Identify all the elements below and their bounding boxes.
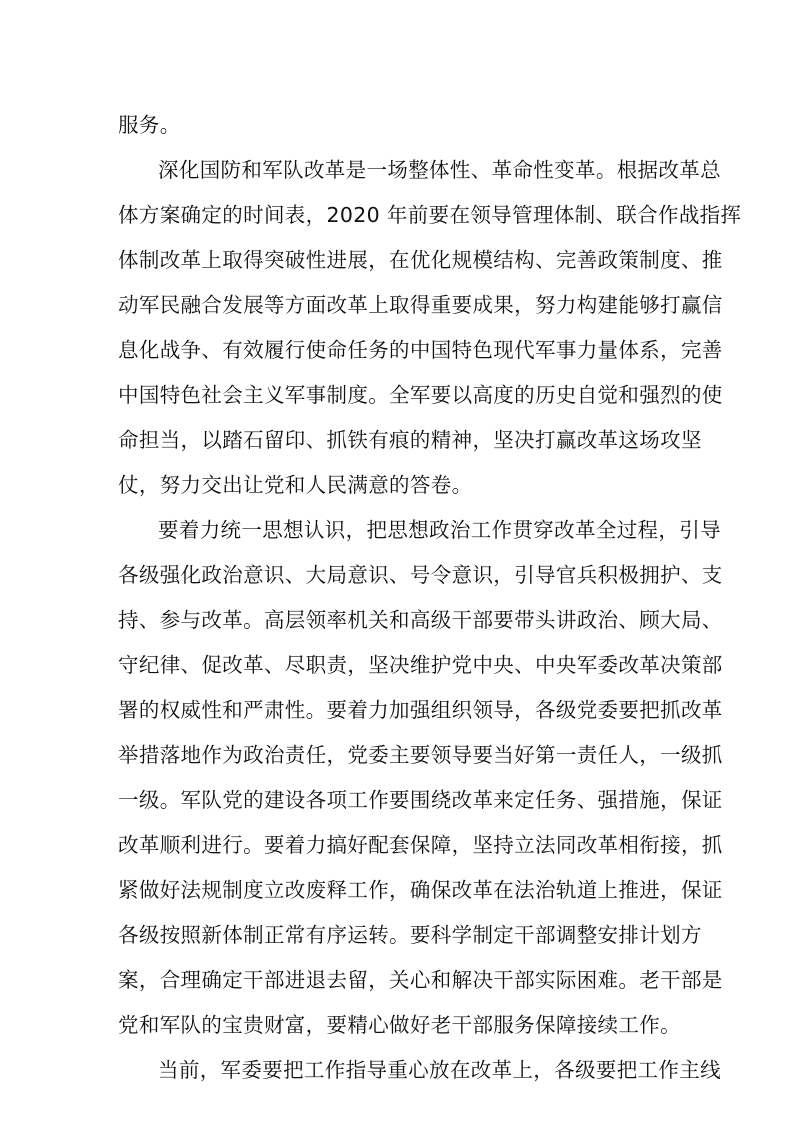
text-line: 服务。: [118, 113, 181, 137]
text-line: 持、参与改革。高层领率机关和高级干部要带头讲政治、顾大局、: [118, 608, 723, 632]
paragraph-first-line: 要着力统一思想认识，把思想政治工作贯穿改革全过程，引导: [158, 518, 721, 542]
text-line: 改革顺利进行。要着力搞好配套保障，坚持立法同改革相衔接，抓: [118, 833, 723, 857]
text-line: 各级按照新体制正常有序运转。要科学制定干部调整安排计划方: [118, 923, 702, 947]
text-line: 息化战争、有效履行使命任务的中国特色现代军事力量体系，完善: [118, 338, 723, 362]
text-line: 守纪律、促改革、尽职责，坚决维护党中央、中央军委改革决策部: [118, 653, 723, 677]
text-line: 命担当，以踏石留印、抓铁有痕的精神，坚决打赢改革这场攻坚: [118, 428, 702, 452]
paragraph-first-line: 当前，军委要把工作指导重心放在改革上，各级要把工作主线: [158, 1058, 721, 1082]
text-line: 各级强化政治意识、大局意识、号令意识，引导官兵积极拥护、支: [118, 563, 723, 587]
text-line: 仗，努力交出让党和人民满意的答卷。: [118, 473, 473, 497]
text-line: 一级。军队党的建设各项工作要围绕改革来定任务、强措施，保证: [118, 788, 723, 812]
text-line: 动军民融合发展等方面改革上取得重要成果，努力构建能够打赢信: [118, 293, 723, 317]
text-line: 党和军队的宝贵财富，要精心做好老干部服务保障接续工作。: [118, 1013, 681, 1037]
text-line: 体制改革上取得突破性进展，在优化规模结构、完善政策制度、推: [118, 248, 723, 272]
text-line: 中国特色社会主义军事制度。全军要以高度的历史自觉和强烈的使: [118, 383, 723, 407]
text-line: 案，合理确定干部进退去留，关心和解决干部实际困难。老干部是: [118, 968, 723, 992]
text-line: 举措落地作为政治责任，党委主要领导要当好第一责任人，一级抓: [118, 743, 723, 767]
text-line: 署的权威性和严肃性。要着力加强组织领导，各级党委要把抓改革: [118, 698, 723, 722]
text-line: 体方案确定的时间表，2020 年前要在领导管理体制、联合作战指挥: [118, 203, 742, 227]
paragraph-first-line: 深化国防和军队改革是一场整体性、革命性变革。根据改革总: [158, 158, 721, 182]
text-line: 紧做好法规制度立改废释工作，确保改革在法治轨道上推进，保证: [118, 878, 723, 902]
